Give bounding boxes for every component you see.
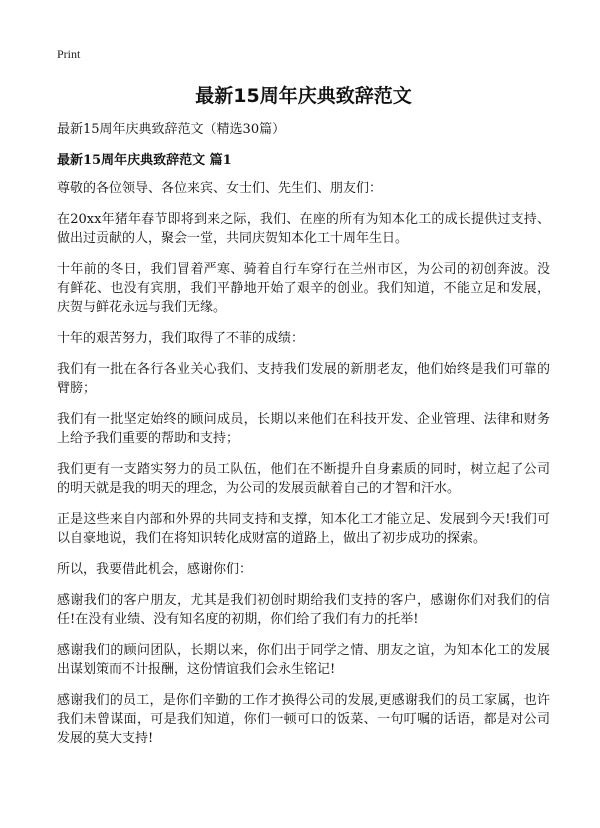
paragraph: 在20xx年猪年春节即将到来之际，我们、在座的所有为知本化工的成长提供过支持、做出过贡献的人，聚会一堂，共同庆贺知本化工十周年生日。 [57,212,550,246]
section-heading: 最新15周年庆典致辞范文 篇1 [57,153,232,168]
paragraph-greeting: 尊敬的各位领导、各位来宾、女士们、先生们、朋友们： [57,181,383,196]
paragraph: 正是这些来自内部和外界的共同支持和支撑，知本化工才能立足、发展到今天!我们可以自豪地说，我们在将知识转化成财富的道路上，做出了初步成功的探索。 [57,512,550,546]
paragraph: 我们有一批坚定始终的顾问成员，长期以来他们在科技开发、企业管理、法律和财务上给予我们重要的帮助和支持； [57,412,550,446]
paragraph: 感谢我们的顾问团队，长期以来，你们出于同学之情、朋友之谊，为知本化工的发展出谋划策而不计报酬，这份情谊我们会永生铭记! [57,643,550,677]
print-label: Print [57,47,81,61]
document-title: 最新15周年庆典致辞范文 [195,85,412,107]
document-subtitle: 最新15周年庆典致辞范文（精选30篇） [57,122,286,137]
paragraph: 我们更有一支踏实努力的员工队伍，他们在不断提升自身素质的同时，树立起了公司的明天就是我的明天的理念，为公司的发展贡献着自己的才智和汗水。 [57,462,550,496]
paragraph: 感谢我们的客户朋友，尤其是我们初创时期给我们支持的客户，感谢你们对我们的信任!在没有业绩、没有知名度的初期，你们给了我们有力的托举! [57,593,550,627]
paragraph: 感谢我们的员工，是你们辛勤的工作才换得公司的发展,更感谢我们的员工家属，也许我们未曾谋面，可是我们知道，你们一顿可口的饭菜、一句叮嘱的话语，都是对公司发展的莫大支持! [57,693,550,746]
paragraph: 十年的艰苦努力，我们取得了不菲的成绩： [57,331,305,346]
paragraph: 所以，我要借此机会，感谢你们： [57,562,253,577]
paragraph: 十年前的冬日，我们冒着严寒、骑着自行车穿行在兰州市区，为公司的初创奔波。没有鲜花、也没有宾朋，我们平静地开始了艰辛的创业。我们知道，不能立足和发展，庆贺与鲜花永远与我们无缘。 [57,262,550,315]
paragraph: 我们有一批在各行各业关心我们、支持我们发展的新朋老友，他们始终是我们可靠的臂膀； [57,362,550,396]
